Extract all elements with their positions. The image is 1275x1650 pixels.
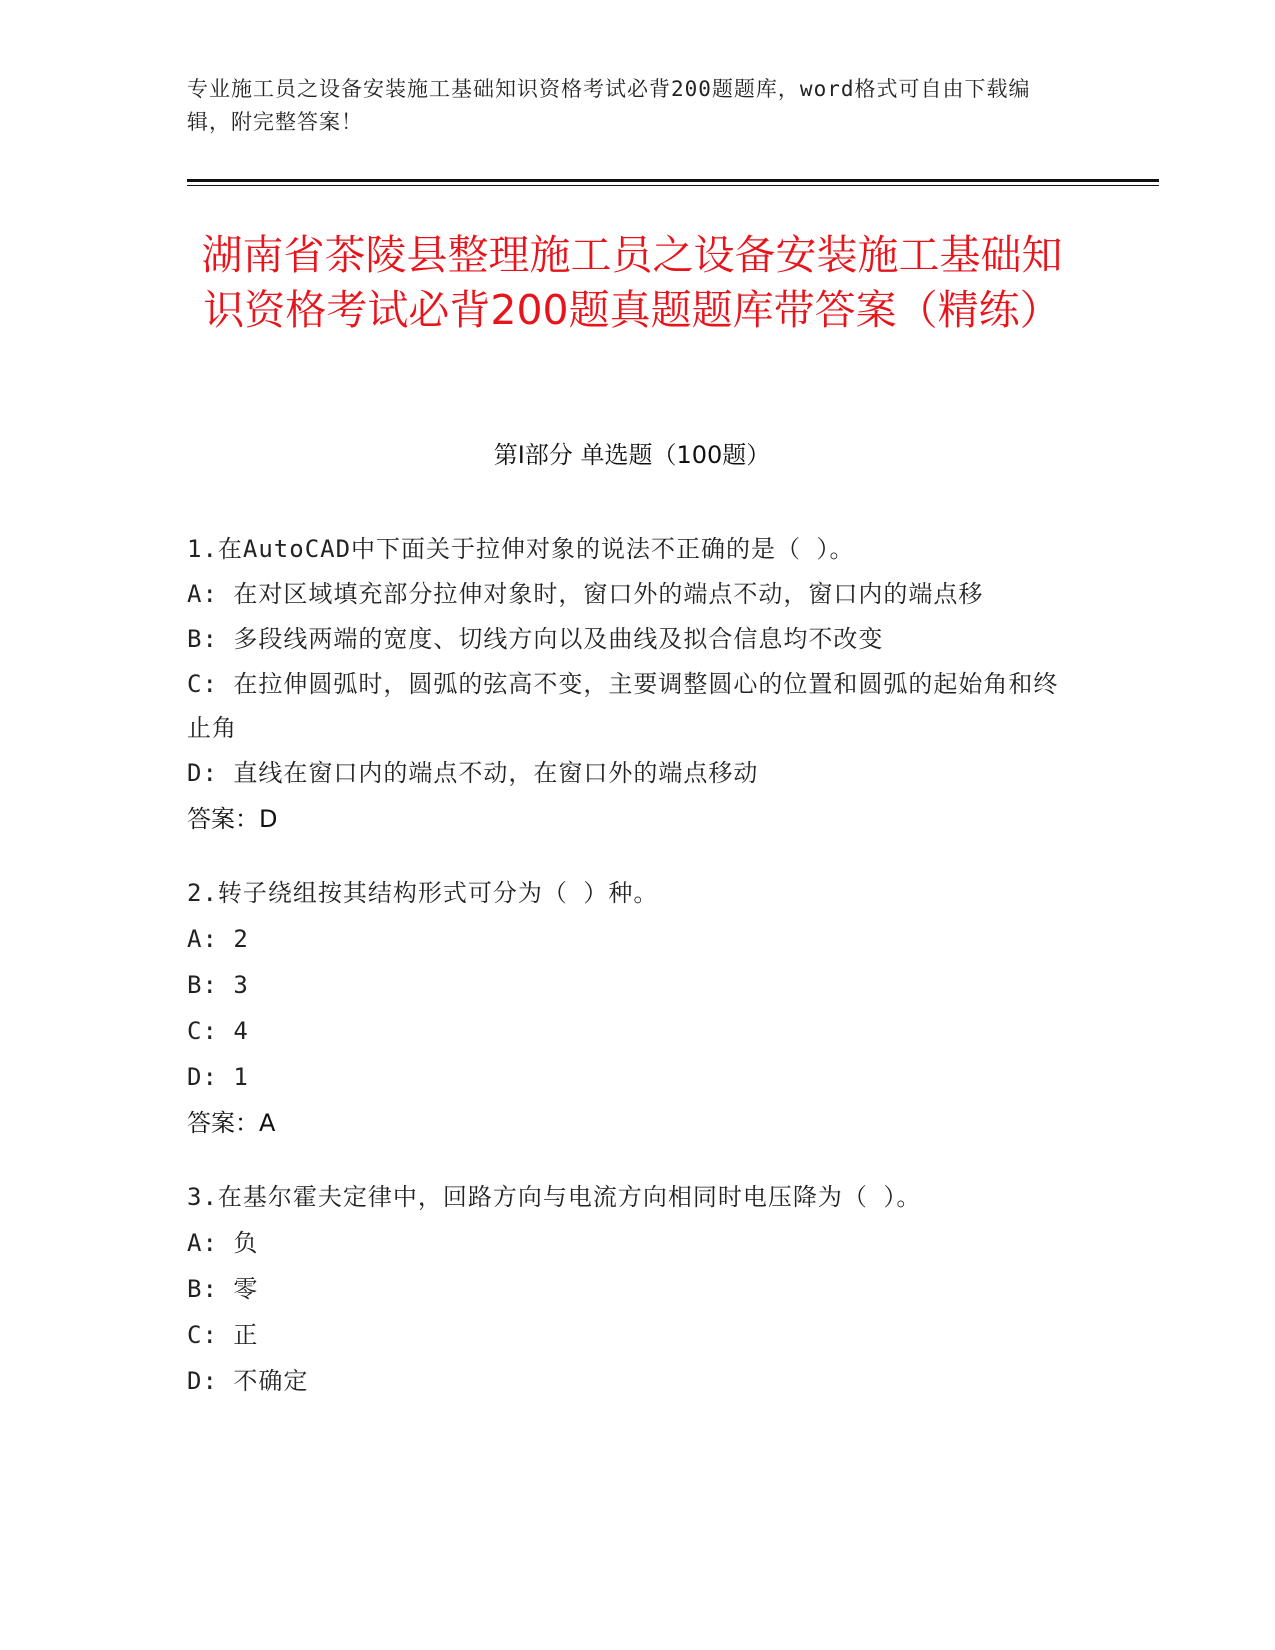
option-b: B: 多段线两端的宽度、切线方向以及曲线及拟合信息均不改变 — [187, 625, 884, 653]
header-divider-thick — [187, 179, 1159, 182]
option-c: C: 4 — [187, 1017, 249, 1045]
option-c: C: 在拉伸圆弧时，圆弧的弦高不变，主要调整圆心的位置和圆弧的起始角和终止角 — [187, 670, 1059, 742]
option-a: A: 在对区域填充部分拉伸对象时，窗口外的端点不动，窗口内的端点移 — [187, 580, 984, 608]
answer: 答案：A — [187, 1109, 276, 1137]
option-a: A: 负 — [187, 1229, 259, 1257]
question-list — [187, 526, 1077, 1432]
question-stem: 1.在AutoCAD中下面关于拉伸对象的说法不正确的是（ ）。 — [187, 535, 855, 563]
header-divider-thin — [187, 185, 1159, 186]
option-d: D: 不确定 — [187, 1367, 309, 1395]
question-2 — [187, 870, 1077, 1146]
question-3 — [187, 1174, 1077, 1404]
option-d: D: 1 — [187, 1063, 249, 1091]
answer: 答案：D — [187, 805, 278, 833]
question-1 — [187, 526, 1077, 842]
document-title: 湖南省茶陵县整理施工员之设备安装施工基础知识资格考试必背200题真题题库带答案（精练） — [201, 231, 1063, 334]
option-c: C: 正 — [187, 1321, 259, 1349]
header-note: 专业施工员之设备安装施工基础知识资格考试必背200题题库，word格式可自由下载编辑，附完整答案！ — [187, 77, 1031, 134]
option-a: A: 2 — [187, 925, 249, 953]
option-b: B: 零 — [187, 1275, 259, 1303]
section-title: 第Ⅰ部分 单选题（100题） — [493, 441, 771, 469]
question-stem: 2.转子绕组按其结构形式可分为（ ）种。 — [187, 879, 659, 907]
option-d: D: 直线在窗口内的端点不动，在窗口外的端点移动 — [187, 759, 759, 787]
question-stem: 3.在基尔霍夫定律中，回路方向与电流方向相同时电压降为（ ）。 — [187, 1183, 922, 1211]
option-b: B: 3 — [187, 971, 249, 999]
